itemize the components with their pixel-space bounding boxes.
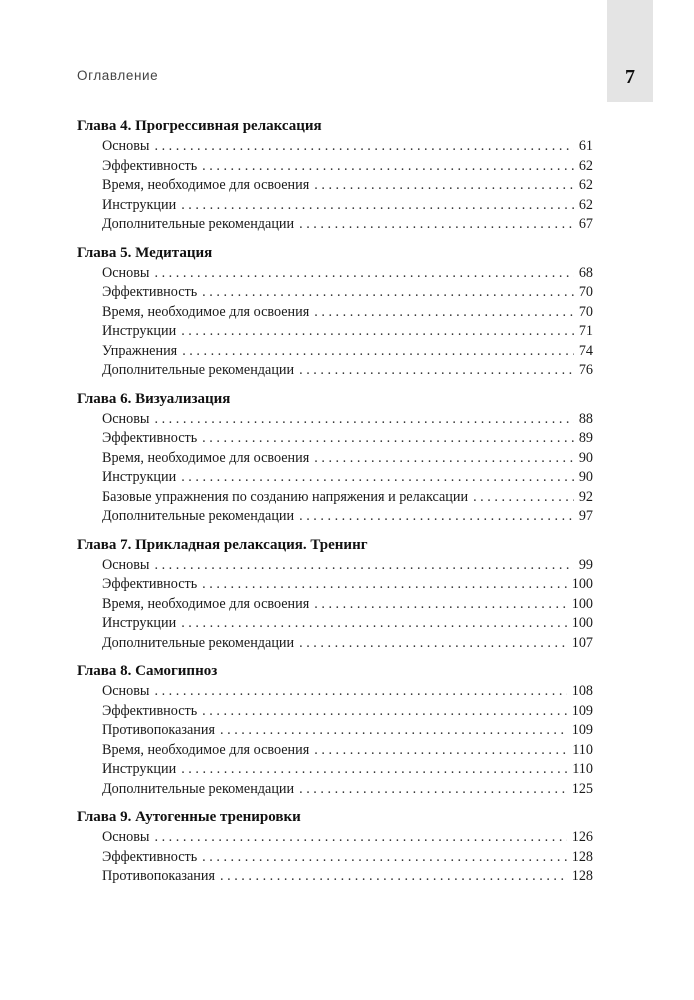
- dot-leader: [154, 410, 573, 430]
- chapter-section: [77, 661, 593, 799]
- toc-entry-page-number: 92: [578, 488, 593, 505]
- toc-entry[interactable]: [77, 556, 593, 576]
- dot-leader: [202, 157, 574, 177]
- dot-leader: [154, 682, 566, 702]
- toc-entry-label: Время, необходимое для освоения: [102, 303, 310, 320]
- toc-entry-page-number: 109: [571, 702, 593, 719]
- toc-entry-label: Эффективность: [102, 157, 198, 174]
- toc-entry-page-number: 109: [571, 722, 593, 738]
- toc-entry-label: Эффективность: [102, 702, 198, 719]
- toc-entry[interactable]: [77, 682, 593, 702]
- toc-entry[interactable]: [77, 760, 593, 780]
- chapter-section: [77, 243, 593, 381]
- toc-entry[interactable]: [77, 342, 593, 362]
- dot-leader: [202, 283, 574, 303]
- toc-entry[interactable]: [77, 634, 593, 654]
- toc-entry[interactable]: [77, 410, 593, 430]
- toc-entry[interactable]: [77, 741, 593, 761]
- toc-entry-label: Инструкции: [102, 615, 177, 631]
- dot-leader: [314, 449, 574, 469]
- page-number-tab: [607, 0, 653, 102]
- toc-entry[interactable]: [77, 215, 593, 235]
- toc-entry[interactable]: [77, 303, 593, 323]
- toc-entry-label: Упражнения: [102, 342, 178, 359]
- toc-entry-page-number: 62: [578, 177, 593, 193]
- dot-leader: [220, 721, 567, 741]
- toc-entry-page-number: 100: [571, 595, 593, 612]
- toc-entry[interactable]: [77, 361, 593, 381]
- toc-entry-label: Основы: [102, 410, 150, 427]
- toc-entry-page-number: 107: [571, 634, 593, 651]
- dot-leader: [314, 176, 574, 196]
- toc-entry-page-number: 110: [572, 741, 593, 758]
- toc-entry-page-number: 97: [578, 508, 593, 524]
- toc-entry-page-number: 108: [571, 683, 593, 699]
- toc-entry-page-number: 90: [578, 449, 593, 466]
- toc-entry[interactable]: [77, 828, 593, 848]
- toc-entry-page-number: 88: [578, 410, 593, 427]
- toc-entry-page-number: 100: [571, 576, 593, 592]
- toc-entry[interactable]: [77, 614, 593, 634]
- dot-leader: [154, 828, 566, 848]
- toc-entry[interactable]: [77, 264, 593, 284]
- toc-entry-page-number: 100: [571, 615, 593, 631]
- toc-entry-label: Дополнительные рекомендации: [102, 634, 295, 651]
- toc-entry-page-number: 70: [578, 284, 593, 300]
- toc-entry-page-number: 62: [578, 157, 593, 174]
- dot-leader: [202, 848, 567, 868]
- dot-leader: [202, 575, 567, 595]
- dot-leader: [182, 342, 574, 362]
- dot-leader: [314, 595, 566, 615]
- toc-entry-label: Эффективность: [102, 430, 198, 446]
- page-number: 7: [625, 66, 635, 88]
- dot-leader: [220, 867, 567, 887]
- dot-leader: [299, 507, 574, 527]
- toc-entry-label: Дополнительные рекомендации: [102, 362, 295, 378]
- toc-entry-page-number: 89: [578, 430, 593, 446]
- dot-leader: [299, 215, 574, 235]
- toc-entry-page-number: 99: [578, 556, 593, 573]
- toc-entry[interactable]: [77, 867, 593, 887]
- toc-entry-label: Основы: [102, 829, 150, 845]
- toc-entry-page-number: 71: [578, 323, 593, 339]
- chapter-section: [77, 807, 593, 887]
- toc-entry[interactable]: [77, 848, 593, 868]
- toc-entry-label: Эффективность: [102, 848, 198, 865]
- dot-leader: [181, 322, 574, 342]
- running-header-title: Оглавление: [77, 68, 159, 83]
- toc-entry-page-number: 128: [571, 868, 593, 884]
- toc-entry-label: Инструкции: [102, 761, 177, 777]
- toc-entry-page-number: 61: [578, 138, 593, 154]
- toc-entry[interactable]: [77, 429, 593, 449]
- dot-leader: [202, 702, 567, 722]
- chapter-title[interactable]: Глава 5. Медитация: [77, 244, 213, 261]
- toc-entry-label: Основы: [102, 556, 150, 573]
- toc-entry-label: Дополнительные рекомендации: [102, 508, 295, 524]
- toc-entry[interactable]: [77, 468, 593, 488]
- dot-leader: [181, 196, 574, 216]
- toc-entry[interactable]: [77, 322, 593, 342]
- toc-entry-page-number: 74: [578, 342, 593, 359]
- toc-entry-label: Противопоказания: [102, 722, 216, 738]
- toc-entry-label: Основы: [102, 683, 150, 699]
- toc-entry-page-number: 67: [578, 216, 593, 232]
- chapter-section: [77, 389, 593, 527]
- toc-entry-label: Время, необходимое для освоения: [102, 177, 310, 193]
- toc-entry-label: Основы: [102, 264, 150, 281]
- toc-entry[interactable]: [77, 780, 593, 800]
- toc-entry-page-number: 110: [572, 761, 593, 777]
- chapter-title[interactable]: Глава 4. Прогрессивная релаксация: [77, 118, 322, 134]
- toc-entry[interactable]: [77, 449, 593, 469]
- dot-leader: [181, 468, 574, 488]
- toc-entry-label: Время, необходимое для освоения: [102, 595, 310, 612]
- chapter-title[interactable]: Глава 7. Прикладная релаксация. Тренинг: [77, 536, 368, 553]
- toc-entry[interactable]: [77, 595, 593, 615]
- toc-entry-page-number: 76: [578, 362, 593, 378]
- toc-entry-label: Эффективность: [102, 576, 198, 592]
- dot-leader: [299, 780, 567, 800]
- toc-entry-label: Инструкции: [102, 469, 177, 485]
- toc-entry-page-number: 70: [578, 303, 593, 320]
- chapter-title[interactable]: Глава 9. Аутогенные тренировки: [77, 809, 301, 825]
- chapter-title[interactable]: Глава 6. Визуализация: [77, 390, 231, 407]
- toc-entry-label: Инструкции: [102, 196, 177, 213]
- toc-entry-page-number: 128: [571, 848, 593, 865]
- toc-entry[interactable]: [77, 137, 593, 157]
- toc-entry[interactable]: [77, 488, 593, 508]
- toc-entry-label: Дополнительные рекомендации: [102, 216, 295, 232]
- dot-leader: [154, 264, 573, 284]
- dot-leader: [154, 137, 573, 157]
- dot-leader: [299, 361, 574, 381]
- toc-entry-page-number: 62: [578, 196, 593, 213]
- toc-entry-page-number: 125: [571, 780, 593, 797]
- toc-entry-label: Время, необходимое для освоения: [102, 741, 310, 758]
- toc-entry-label: Инструкции: [102, 323, 177, 339]
- dot-leader: [154, 556, 573, 576]
- toc-entry[interactable]: [77, 575, 593, 595]
- toc-entry-page-number: 68: [578, 264, 593, 281]
- toc-entry-label: Противопоказания: [102, 868, 216, 884]
- chapter-title[interactable]: Глава 8. Самогипноз: [77, 663, 218, 679]
- toc-entry[interactable]: [77, 507, 593, 527]
- chapter-section: [77, 535, 593, 654]
- dot-leader: [314, 741, 567, 761]
- toc-entry-label: Время, необходимое для освоения: [102, 449, 310, 466]
- dot-leader: [181, 760, 567, 780]
- toc-entry-label: Дополнительные рекомендации: [102, 780, 295, 797]
- toc-entry[interactable]: [77, 196, 593, 216]
- dot-leader: [314, 303, 574, 323]
- chapter-section: [77, 116, 593, 235]
- toc-entry-label: Основы: [102, 138, 150, 154]
- table-of-contents: [77, 116, 593, 895]
- dot-leader: [473, 488, 574, 508]
- toc-entry[interactable]: [77, 702, 593, 722]
- toc-entry[interactable]: [77, 176, 593, 196]
- dot-leader: [299, 634, 567, 654]
- toc-entry[interactable]: [77, 157, 593, 177]
- dot-leader: [202, 429, 574, 449]
- toc-entry-label: Базовые упражнения по созданию напряжения и релаксации: [102, 488, 469, 505]
- toc-entry-page-number: 126: [571, 829, 593, 845]
- toc-entry[interactable]: [77, 283, 593, 303]
- toc-entry-label: Эффективность: [102, 284, 198, 300]
- toc-entry-page-number: 90: [578, 469, 593, 485]
- toc-entry[interactable]: [77, 721, 593, 741]
- dot-leader: [181, 614, 567, 634]
